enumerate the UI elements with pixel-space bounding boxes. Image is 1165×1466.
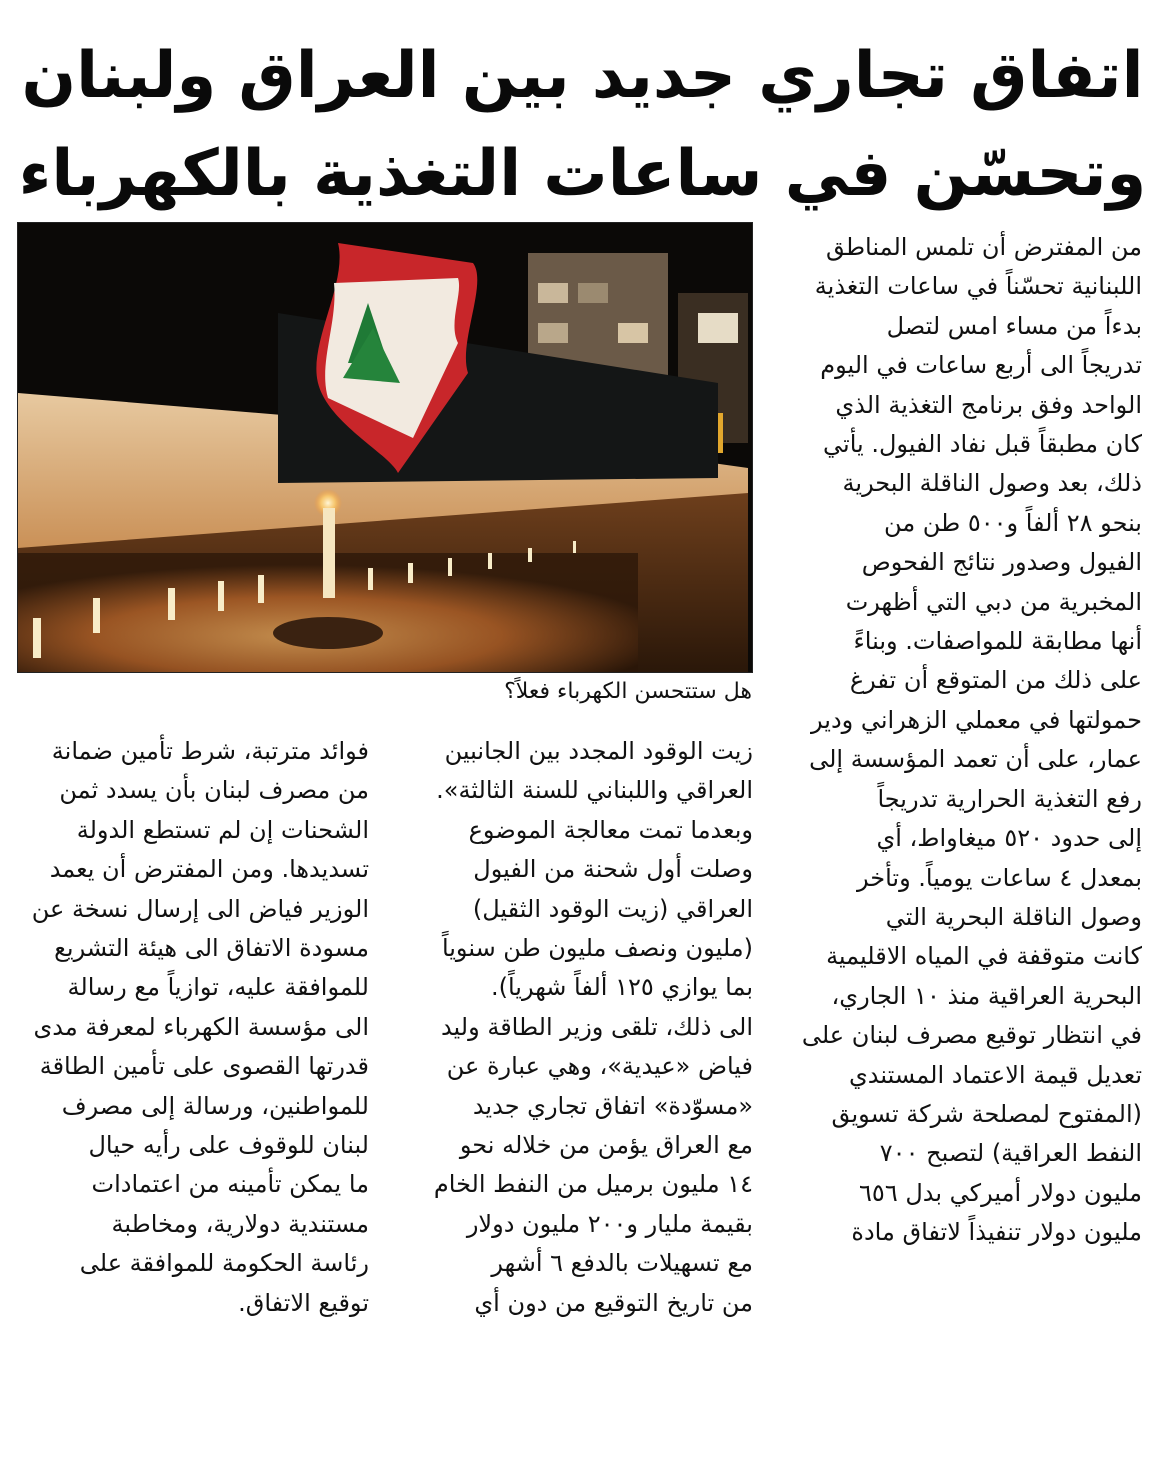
article-line: أنها مطابقة للمواصفات. وبناءً xyxy=(853,627,1142,656)
headline-line-2: وتحسّن في ساعات التغذية بالكهرباء xyxy=(18,137,1147,212)
article-line: كانت متوقفة في المياه الاقليمية xyxy=(826,942,1142,971)
article-line: الواحد وفق برنامج التغذية الذي xyxy=(835,390,1142,419)
article-line: من تاريخ التوقيع من دون أي xyxy=(474,1288,753,1317)
article-line: الوزير فياض الى إرسال نسخة عن xyxy=(31,894,369,923)
article-line: تعديل قيمة الاعتماد المستندي xyxy=(849,1060,1142,1089)
article-line: على ذلك من المتوقع أن تفرغ xyxy=(849,666,1142,695)
article-line: من المفترض أن تلمس المناطق xyxy=(825,233,1142,261)
article-line: العراقي واللبناني للسنة الثالثة». xyxy=(436,776,753,805)
article-line: الى ذلك، تلقى وزير الطاقة وليد xyxy=(440,1012,753,1041)
article-line: (مليون ونصف مليون طن سنوياً xyxy=(441,934,753,963)
article-line: رئاسة الحكومة للموافقة على xyxy=(79,1249,369,1278)
article-line: رفع التغذية الحرارية تدريجاً xyxy=(877,784,1142,813)
article-line: الفيول وصدور نتائج الفحوص xyxy=(861,548,1142,577)
article-line: قدرتها القصوى على تأمين الطاقة xyxy=(39,1052,369,1081)
article-line: مع تسهيلات بالدفع ٦ أشهر xyxy=(491,1249,753,1278)
article-line: توقيع الاتفاق. xyxy=(238,1288,369,1317)
article-line: اللبنانية تحسّناً في ساعات التغذية xyxy=(814,272,1142,301)
headline-line-1: اتفاق تجاري جديد بين العراق ولبنان xyxy=(21,39,1144,114)
article-line: تسديدها. ومن المفترض أن يعمد xyxy=(49,855,369,884)
article-line: فوائد مترتبة، شرط تأمين ضمانة xyxy=(51,737,369,765)
article-line: تدريجاً الى أربع ساعات في اليوم xyxy=(820,351,1142,380)
article-line: للمواطنين، ورسالة إلى مصرف xyxy=(61,1091,369,1120)
article-line: إلى حدود ٥٢٠ ميغاواط، أي xyxy=(876,824,1142,853)
article-line: في انتظار توقيع مصرف لبنان على xyxy=(801,1021,1142,1050)
article-line: بمعدل ٤ ساعات يومياً. وتأخر xyxy=(857,863,1142,892)
article-line: مسودة الاتفاق الى هيئة التشريع xyxy=(54,934,369,963)
article-line: مع العراق يؤمن من خلاله نحو xyxy=(459,1131,753,1160)
article-line: «مسوّدة» اتفاق تجاري جديد xyxy=(472,1091,753,1120)
article-column-middle xyxy=(398,732,753,1323)
article-line: فياض «عيدية»، وهي عبارة عن xyxy=(446,1052,753,1081)
photo-lebanese-flag-candles-icon xyxy=(18,223,752,672)
article-column-right xyxy=(790,228,1142,1253)
article-line: (المفتوح لمصلحة شركة تسويق xyxy=(831,1099,1142,1128)
article-line: البحرية العراقية منذ ١٠ الجاري، xyxy=(831,981,1142,1010)
article-line: وصول الناقلة البحرية التي xyxy=(885,902,1142,931)
article-line: بدءاً من مساء امس لتصل xyxy=(886,311,1142,340)
article-line: حمولتها في معملي الزهراني ودير xyxy=(811,705,1142,734)
article-line: بقيمة مليار و٢٠٠ مليون دولار xyxy=(466,1209,753,1238)
article-line: ما يمكن تأمينه من اعتمادات xyxy=(91,1170,369,1199)
article-line: ذلك، بعد وصول الناقلة البحرية xyxy=(842,469,1142,498)
article-line: للموافقة عليه، توازياً مع رسالة xyxy=(67,973,369,1002)
article-line: مستندية دولارية، ومخاطبة xyxy=(111,1209,369,1238)
article-line: من مصرف لبنان بأن يسدد ثمن xyxy=(59,776,369,805)
article-line: ١٤ مليون برميل من النفط الخام xyxy=(433,1170,753,1199)
article-line: مليون دولار تنفيذاً لاتفاق مادة xyxy=(851,1218,1142,1247)
article-line: المخبرية من دبي التي أظهرت xyxy=(845,587,1142,616)
article-line: بما يوازي ١٢٥ ألفاً شهرياً). xyxy=(490,973,753,1002)
article-line: النفط العراقية) لتصبح ٧٠٠ xyxy=(879,1139,1142,1168)
article-line: الى مؤسسة الكهرباء لمعرفة مدى xyxy=(33,1012,369,1041)
article-line: عمار، على أن تعمد المؤسسة إلى xyxy=(809,745,1142,774)
article-line: لبنان للوقوف على رأيه حيال xyxy=(88,1131,369,1160)
article-line: بنحو ٢٨ ألفاً و٥٠٠ طن من xyxy=(884,508,1142,537)
article-line: مليون دولار أميركي بدل ٦٥٦ xyxy=(859,1178,1142,1207)
article-line: الشحنات إن لم تستطع الدولة xyxy=(76,815,369,844)
headline xyxy=(10,27,1155,223)
article-line: العراقي (زيت الوقود الثقيل) xyxy=(472,894,753,923)
article-column-left xyxy=(14,732,369,1323)
article-line: وصلت أول شحنة من الفيول xyxy=(473,855,753,884)
article-line: كان مطبقاً قبل نفاد الفيول. يأتي xyxy=(823,430,1142,459)
news-photo xyxy=(17,222,753,673)
photo-caption: هل ستتحسن الكهرباء فعلاً؟ xyxy=(504,679,752,704)
article-line: زيت الوقود المجدد بين الجانبين xyxy=(444,737,753,765)
article-line: وبعدما تمت معالجة الموضوع xyxy=(468,815,753,844)
